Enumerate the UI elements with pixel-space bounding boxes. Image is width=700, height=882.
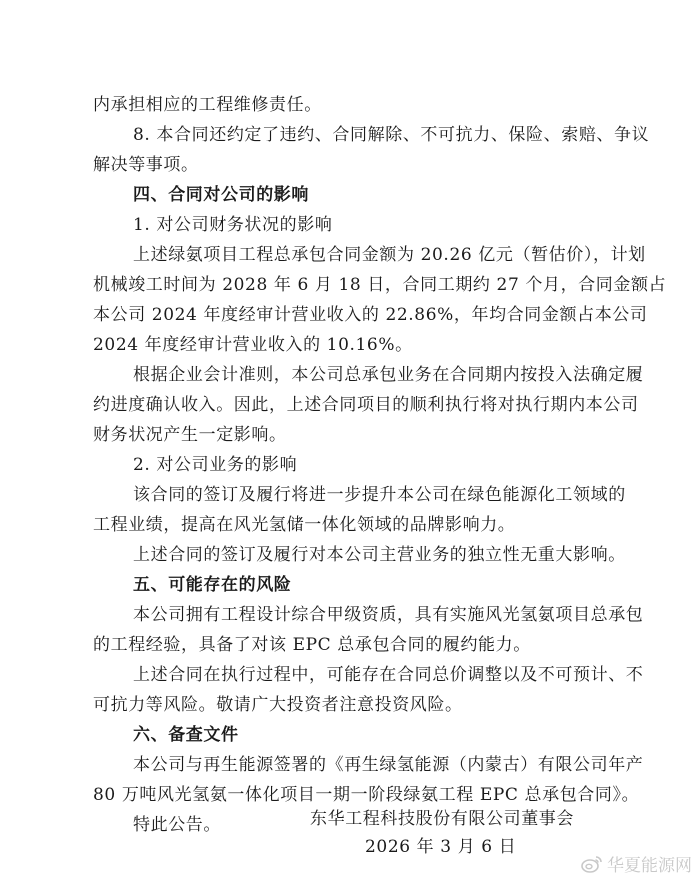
text-line-closing: 特此公告。 <box>133 815 221 835</box>
text-line-business-1: 该合同的签订及履行将进一步提升本公司在绿色能源化工领域的 <box>133 485 626 505</box>
watermark-text: 华夏能源网 <box>607 856 692 876</box>
text-line-financial-effect: 财务状况产生一定影响。 <box>93 425 287 445</box>
text-line-risk-1: 上述合同在执行过程中，可能存在合同总价调整以及不可预计、不 <box>133 665 644 685</box>
signature-date: 2026 年 3 月 6 日 <box>365 837 517 857</box>
subheading-business-impact: 2. 对公司业务的影响 <box>133 455 298 475</box>
text-line-risk-2: 可抗力等风险。敬请广大投资者注意投资风险。 <box>93 695 463 715</box>
text-line-revenue-recognition: 约进度确认收入。因此，上述合同项目的顺利执行将对执行期内本公司 <box>93 395 639 415</box>
section-heading-documents: 六、备查文件 <box>133 725 239 745</box>
text-line-capability: 的工程经验，具备了对该 EPC 总承包合同的履约能力。 <box>93 635 531 655</box>
text-line-documents-2: 80 万吨风光氢氨一体化项目一期一阶段绿氨工程 EPC 总承包合同》。 <box>93 785 640 805</box>
section-heading-risks: 五、可能存在的风险 <box>133 575 292 595</box>
text-line-business-2: 工程业绩，提高在风光氢储一体化领域的品牌影响力。 <box>93 515 516 535</box>
signature-company: 东华工程科技股份有限公司董事会 <box>310 809 574 829</box>
text-line-documents-1: 本公司与再生能源签署的《再生绿氢能源（内蒙古）有限公司年产 <box>133 755 644 775</box>
text-line-qualification: 本公司拥有工程设计综合甲级资质，具有实施风光氢氨项目总承包 <box>133 605 644 625</box>
watermark <box>581 851 692 876</box>
weibo-icon <box>581 854 603 874</box>
section-heading-impact: 四、合同对公司的影响 <box>133 185 309 205</box>
text-line-contract-amount: 上述绿氨项目工程总承包合同金额为 20.26 亿元（暂估价），计划 <box>133 245 646 265</box>
text-line-independence: 上述合同的签订及履行对本公司主营业务的独立性无重大影响。 <box>133 545 626 565</box>
text-line-clause-8: 8. 本合同还约定了违约、合同解除、不可抗力、保险、索赔、争议 <box>133 125 650 145</box>
text-line-liability: 内承担相应的工程维修责任。 <box>93 95 322 115</box>
text-line-accounting: 根据企业会计准则，本公司总承包业务在合同期内按投入法确定履 <box>133 365 644 385</box>
text-line-annual-ratio: 2024 年度经审计营业收入的 10.16%。 <box>93 335 413 355</box>
text-line-clause-8-cont: 解决等事项。 <box>93 155 199 175</box>
text-line-completion-date: 机械竣工时间为 2028 年 6 月 18 日，合同工期约 27 个月，合同金额占 <box>93 275 667 295</box>
subheading-financial-impact: 1. 对公司财务状况的影响 <box>133 215 333 235</box>
text-line-revenue-ratio: 本公司 2024 年度经审计营业收入的 22.86%，年均合同金额占本公司 <box>93 305 648 325</box>
